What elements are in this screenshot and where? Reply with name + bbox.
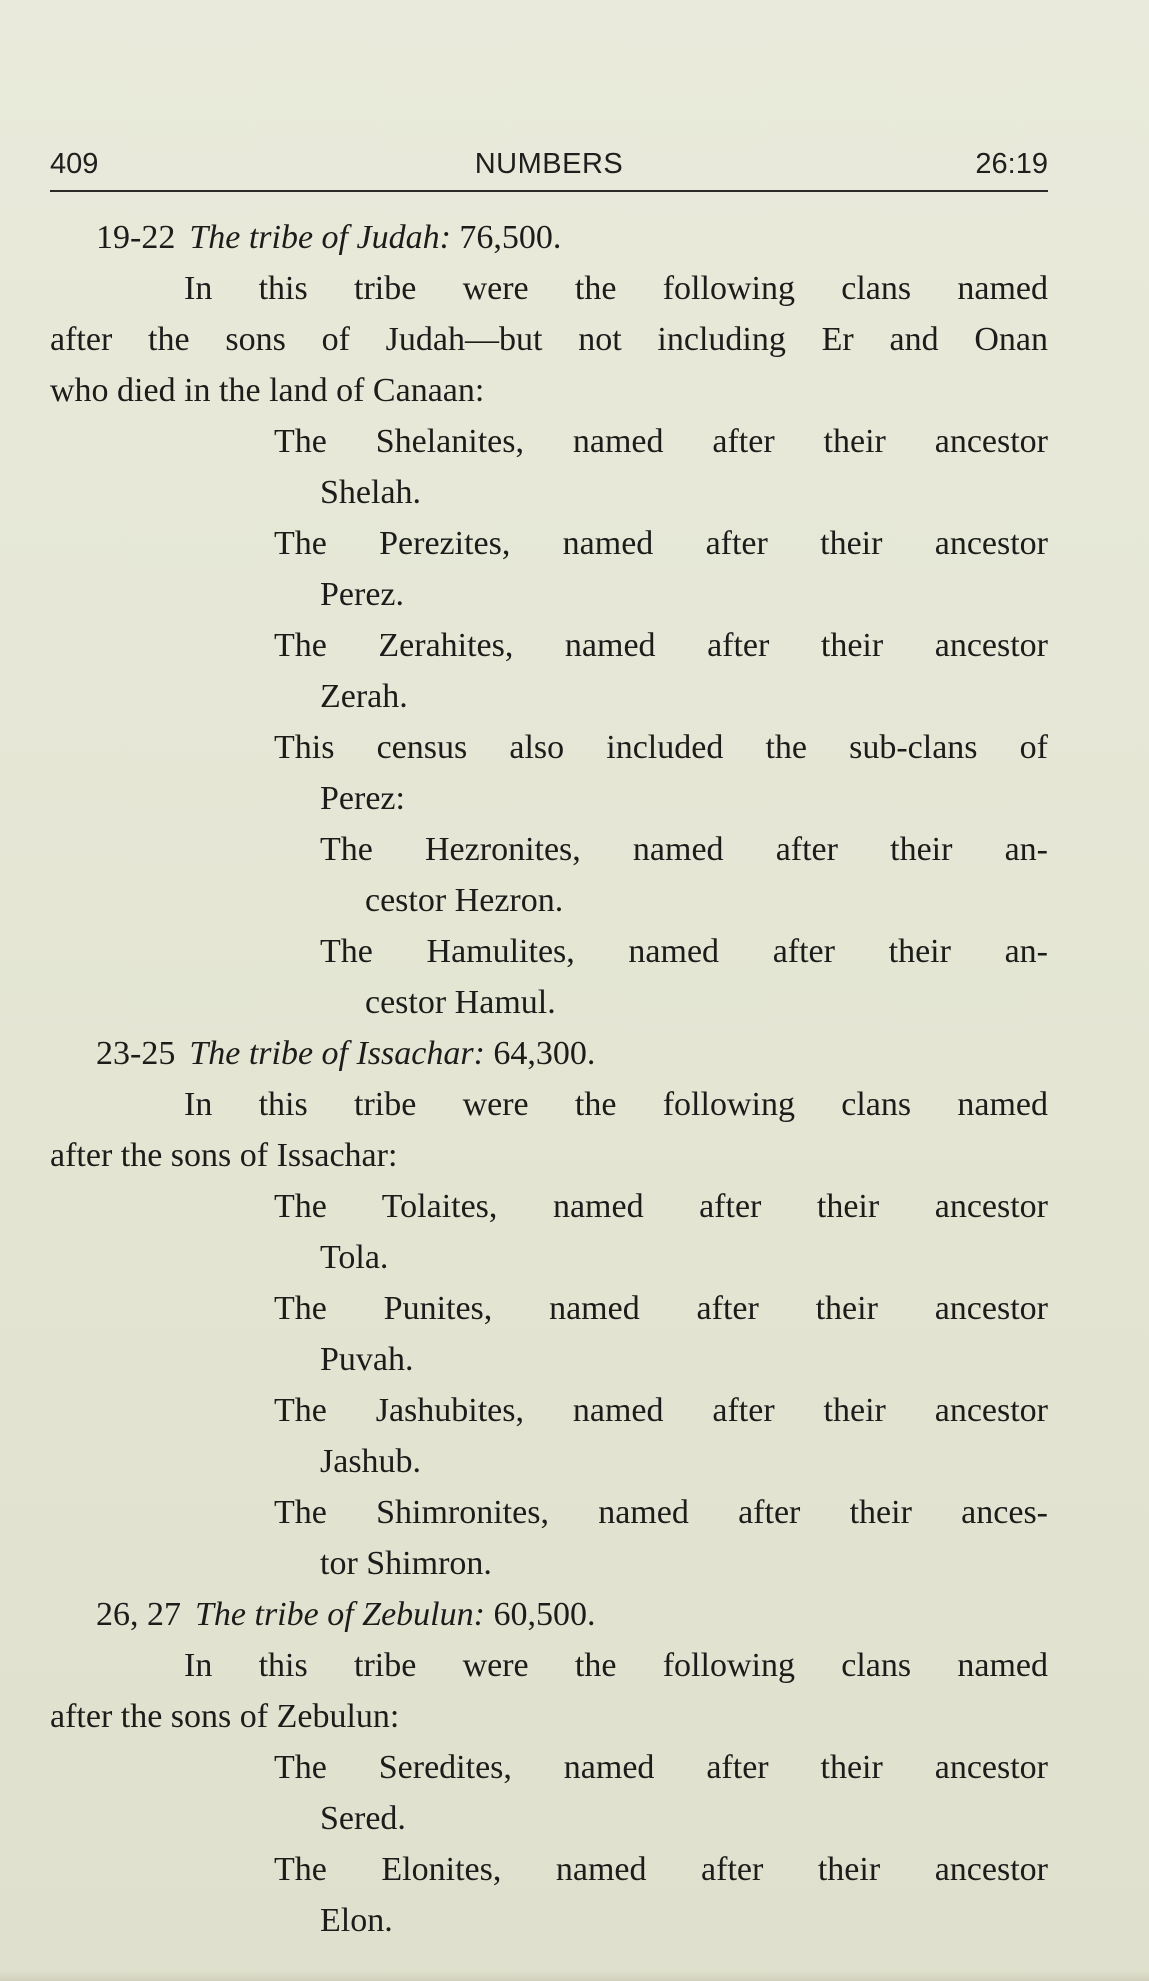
clan-entry-cont: Perez. — [320, 576, 405, 613]
tribe-count: 76,500. — [459, 219, 562, 256]
subclan-entry-cont: cestor Hamul. — [365, 984, 556, 1021]
tribe-count: 60,500. — [493, 1596, 596, 1633]
clan-entry-cont: Elon. — [320, 1902, 393, 1939]
clan-entry-cont: Perez: — [320, 780, 405, 817]
tribe-name: The tribe of Judah: — [189, 219, 451, 256]
paragraph-line: after the sons of Judah—but not including Er and Onan — [50, 321, 1048, 358]
section-heading — [50, 1589, 1048, 1640]
clan-entry: The Punites, named after their ancestor — [274, 1290, 1048, 1327]
tribe-name: The tribe of Issachar: — [189, 1035, 485, 1072]
paragraph-line: after the sons of Zebulun: — [50, 1698, 400, 1735]
clan-entry-cont: Jashub. — [320, 1443, 422, 1480]
clan-entry: The Seredites, named after their ancestor — [274, 1749, 1048, 1786]
clan-entry-cont: Sered. — [320, 1800, 406, 1837]
tribe-count: 64,300. — [493, 1035, 596, 1072]
paragraph-line: In this tribe were the following clans named — [184, 1086, 1048, 1123]
verse-reference: 19-22 — [96, 219, 176, 256]
verse-reference: 26, 27 — [96, 1596, 181, 1633]
paragraph-line: who died in the land of Canaan: — [50, 372, 485, 409]
clan-entry: The Elonites, named after their ancestor — [274, 1851, 1048, 1888]
clan-entry-cont: Tola. — [320, 1239, 389, 1276]
clan-entry-cont: Shelah. — [320, 474, 422, 511]
running-header — [50, 148, 1048, 192]
paragraph-line: after the sons of Issachar: — [50, 1137, 398, 1174]
section-heading — [50, 212, 1048, 263]
paragraph-line: In this tribe were the following clans named — [184, 1647, 1048, 1684]
clan-entry-cont: tor Shimron. — [320, 1545, 492, 1582]
section-heading — [50, 1028, 1048, 1079]
verse-reference: 23-25 — [96, 1035, 176, 1072]
clan-entry: This census also included the sub-clans of — [274, 729, 1048, 766]
clan-entry: The Zerahites, named after their ancestor — [274, 627, 1048, 664]
page-number: 409 — [50, 148, 99, 180]
clan-entry-cont: Puvah. — [320, 1341, 414, 1378]
tribe-name: The tribe of Zebulun: — [195, 1596, 485, 1633]
clan-entry: The Jashubites, named after their ancestor — [274, 1392, 1048, 1429]
paragraph-line: In this tribe were the following clans named — [184, 270, 1048, 307]
subclan-entry-cont: cestor Hezron. — [365, 882, 564, 919]
header-rule — [50, 190, 1048, 192]
clan-entry: The Shelanites, named after their ancestor — [274, 423, 1048, 460]
subclan-entry: The Hezronites, named after their an- — [320, 831, 1048, 868]
chapter-verse: 26:19 — [975, 148, 1048, 180]
clan-entry-cont: Zerah. — [320, 678, 408, 715]
page-edge-shadow — [0, 1971, 1149, 1981]
clan-entry: The Perezites, named after their ancestor — [274, 525, 1048, 562]
clan-entry: The Shimronites, named after their ances- — [274, 1494, 1048, 1531]
subclan-entry: The Hamulites, named after their an- — [320, 933, 1048, 970]
clan-entry: The Tolaites, named after their ancestor — [274, 1188, 1048, 1225]
page-body — [50, 212, 1048, 1946]
book-title: NUMBERS — [474, 148, 624, 180]
